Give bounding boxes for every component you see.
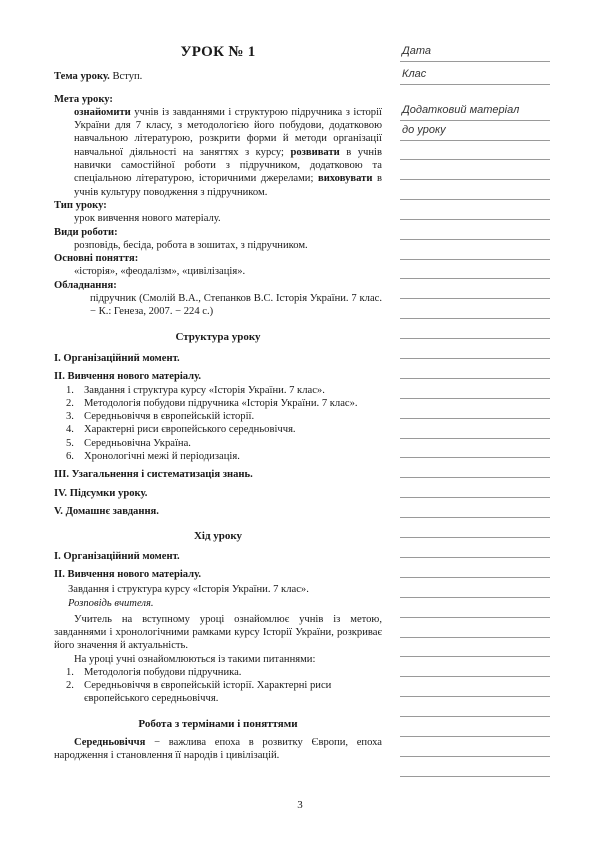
- goal-word-3: виховувати: [317, 173, 373, 185]
- note-line: [400, 457, 550, 458]
- work-label: Види роботи:: [54, 226, 118, 238]
- list-item: 5. Середньовічна Україна.: [66, 437, 191, 449]
- note-line: [400, 398, 550, 399]
- course-note: Розповідь вчителя.: [68, 598, 154, 610]
- note-line: [400, 676, 550, 677]
- note-line: [400, 239, 550, 240]
- note-line: [400, 418, 550, 419]
- note-line: [400, 617, 550, 618]
- note-line: [400, 159, 550, 160]
- list-item: 1. Завдання і структура курсу «Історія України. 7 клас».: [66, 384, 325, 396]
- note-line: [400, 438, 550, 439]
- list-item: 3. Середньовіччя в європейській історії.: [66, 411, 255, 423]
- list-item: 6. Хронологічні межі й періодизація.: [66, 451, 240, 463]
- equipment-label: Обладнання:: [54, 279, 117, 291]
- note-line: [400, 61, 550, 62]
- goal-text-2: в учнів навички самостійної роботи з підручником, додатковою та спеціальною літературою, історичними джерелами;: [74, 146, 382, 185]
- structure-step-4: IV. Підсумки уроку.: [54, 487, 148, 499]
- note-line: [400, 140, 550, 141]
- class-label: Клас: [402, 68, 427, 80]
- topic-value: Вступ.: [112, 71, 143, 83]
- note-line: [400, 338, 550, 339]
- extra-material-label: Додатковий матеріал: [402, 104, 520, 116]
- note-line: [400, 656, 550, 657]
- note-line: [400, 557, 550, 558]
- term-definition: [54, 736, 382, 763]
- note-line: [400, 358, 550, 359]
- terms-heading: Робота з термінами і поняттями: [138, 717, 298, 730]
- note-line: [400, 199, 550, 200]
- extra-material-label-2: до уроку: [402, 124, 446, 136]
- note-line: [400, 696, 550, 697]
- concepts-value: «історія», «феодалізм», «цивілізація».: [74, 266, 246, 278]
- note-line: [400, 378, 550, 379]
- list-item: 2. Середньовіччя в європейській історії. Характерні риси європейського середньовіччя.: [66, 680, 332, 705]
- type-label: Тип уроку:: [54, 199, 107, 211]
- note-line: [400, 517, 550, 518]
- course-heading: Хід уроку: [193, 530, 243, 543]
- equipment-value: підручник (Смолій В.А., Степанков В.С. Історія України. 7 клас. − К.: Генеза, 2007. − 224 с.): [90, 293, 382, 318]
- date-label: Дата: [402, 45, 432, 57]
- note-line: [400, 537, 550, 538]
- course-step-1: I. Організаційний момент.: [54, 550, 180, 562]
- structure-step-5: V. Домашнє завдання.: [54, 505, 159, 517]
- note-line: [400, 597, 550, 598]
- note-line: [400, 736, 550, 737]
- topic-label: Тема уроку.: [54, 71, 110, 83]
- note-line: [400, 776, 550, 777]
- note-line: [400, 637, 550, 638]
- goal-word-2: розвивати: [290, 146, 340, 158]
- note-line: [400, 756, 550, 757]
- note-line: [400, 318, 550, 319]
- structure-heading: Структура уроку: [175, 330, 261, 343]
- structure-list: [54, 384, 382, 464]
- term-word: Середньовіччя: [74, 737, 146, 749]
- work-value: розповідь, бесіда, робота в зошитах, з підручником.: [74, 239, 308, 251]
- concepts-label: Основні поняття:: [54, 253, 139, 265]
- note-line: [400, 716, 550, 717]
- goal-text: [54, 106, 382, 199]
- goal-word-1: ознайомити: [74, 106, 131, 118]
- structure-step-1: I. Організаційний момент.: [54, 352, 180, 364]
- page-number: 3: [297, 799, 303, 811]
- type-value: урок вивчення нового матеріалу.: [74, 213, 221, 225]
- course-step-2: II. Вивчення нового матеріалу.: [54, 568, 201, 580]
- note-line: [400, 577, 550, 578]
- structure-step-3: III. Узагальнення і систематизація знань.: [54, 469, 253, 481]
- list-item: 1. Методологія побудови підручника.: [66, 666, 242, 678]
- course-subtopic: Завдання і структура курсу «Історія України. 7 клас».: [68, 584, 309, 596]
- list-item: 4. Характерні риси європейського середньовіччя.: [66, 424, 296, 436]
- note-line: [400, 278, 550, 279]
- course-list: [54, 666, 382, 706]
- course-paragraph-2: На уроці учні ознайомлюються із такими питаннями:: [74, 653, 316, 665]
- note-line: [400, 259, 550, 260]
- goal-label: Мета уроку:: [54, 93, 113, 105]
- term-text: − важлива епоха в розвитку Європи, епоха народження і становлення її народів і цивілізацій.: [54, 737, 382, 762]
- note-line: [400, 84, 550, 85]
- topic-row: [54, 70, 382, 83]
- list-item: 2. Методологія побудови підручника «Історія України. 7 клас».: [66, 397, 358, 409]
- goal-text-3: в учнів культуру поводження з підручником.: [74, 173, 382, 198]
- notes-sidebar: [400, 0, 550, 800]
- note-line: [400, 497, 550, 498]
- note-line: [400, 219, 550, 220]
- note-line: [400, 477, 550, 478]
- structure-step-2: II. Вивчення нового матеріалу.: [54, 371, 201, 383]
- note-line: [400, 179, 550, 180]
- note-line: [400, 120, 550, 121]
- goal-text-1: учнів із завданнями і структурою підручника з історії України для 7 класу, з методологією його побудови, додатковою навчальною літературою, розкрити форми й методи організації навчальної діяльності на заняттях з курсу;: [74, 106, 382, 158]
- lesson-plan: [54, 46, 382, 763]
- course-paragraph-1: Учитель на вступному уроці ознайомлює учнів із метою, завданнями і хронологічними рамками курсу Історії України, розкриває його значення й актуальність.: [54, 613, 382, 652]
- page-title: УРОК № 1: [180, 44, 256, 60]
- note-line: [400, 298, 550, 299]
